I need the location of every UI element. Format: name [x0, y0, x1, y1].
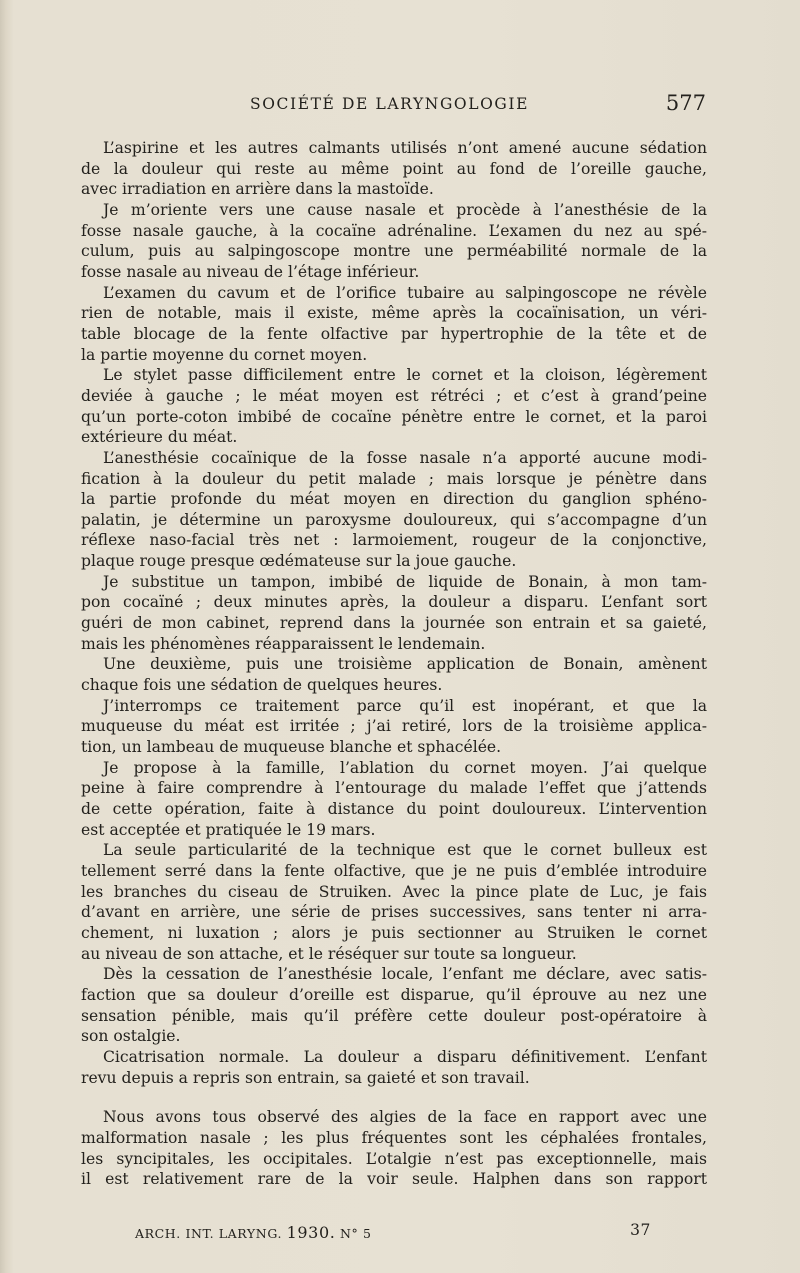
- paragraph: [81, 696, 707, 758]
- text-line: la partie profonde du méat moyen en direction du ganglion sphéno-: [81, 490, 707, 509]
- text-line: fosse nasale au niveau de l’étage inférieur.: [81, 262, 420, 281]
- paragraph: [81, 964, 707, 1047]
- text-line: au niveau de son attache, et le réséquer sur toute sa longueur.: [81, 944, 577, 963]
- text-line: malformation nasale ; les plus fréquentes sont les céphalées frontales,: [81, 1128, 707, 1147]
- text-line: Le stylet passe difficilement entre le cornet et la cloison, légèrement: [103, 366, 707, 385]
- text-line: table blocage de la fente olfactive par hypertrophie de la tête et de: [81, 324, 707, 343]
- text-line: fosse nasale gauche, à la cocaïne adrénaline. L’examen du nez au spé-: [81, 221, 707, 240]
- signature-mark: 37: [630, 1221, 651, 1239]
- text-line: deviée à gauche ; le méat moyen est rétréci ; et c’est à grand’peine: [81, 386, 707, 405]
- text-line: Je propose à la famille, l’ablation du cornet moyen. J’ai quelque: [103, 758, 707, 777]
- paragraph: [81, 1047, 707, 1088]
- text-line: guéri de mon cabinet, reprend dans la journée son entrain et sa gaieté,: [81, 614, 707, 633]
- text-line: L’aspirine et les autres calmants utilisés n’ont amené aucune sédation: [103, 139, 707, 157]
- text-line: rien de notable, mais il existe, même après la cocaïnisation, un véri-: [81, 304, 707, 323]
- journal-issue: N° 5: [340, 1226, 372, 1241]
- text-line: réflexe naso-facial très net : larmoiement, rougeur de la conjonctive,: [81, 531, 707, 550]
- text-line: faction que sa douleur d’oreille est disparue, qu’il éprouve au nez une: [81, 985, 707, 1004]
- text-line: avec irradiation en arrière dans la mastoïde.: [81, 180, 434, 199]
- text-line: fication à la douleur du petit malade ; mais lorsque je pénètre dans: [81, 469, 707, 488]
- paragraph: [81, 448, 707, 572]
- paragraph-gap: [81, 1088, 707, 1107]
- text-line: muqueuse du méat est irritée ; j’ai retiré, lors de la troisième applica-: [81, 717, 707, 736]
- text-line: culum, puis au salpingoscope montre une perméabilité normale de la: [81, 242, 707, 261]
- paragraph: [81, 758, 707, 841]
- text-line: Une deuxième, puis une troisième application de Bonain, amènent: [103, 655, 707, 674]
- text-line: L’anesthésie cocaïnique de la fosse nasale n’a apporté aucune modi-: [103, 448, 707, 467]
- text-line: de cette opération, faite à distance du point douloureux. L’intervention: [81, 800, 707, 818]
- text-line: Je m’oriente vers une cause nasale et procède à l’anesthésie de la: [103, 200, 707, 219]
- text-line: Je substitue un tampon, imbibé de liquide de Bonain, à mon tam-: [103, 572, 707, 591]
- page-number: 577: [665, 91, 706, 115]
- text-line: qu’un porte-coton imbibé de cocaïne pénètre entre le cornet, et la paroi: [81, 407, 707, 426]
- text-line: Cicatrisation normale. La douleur a disparu définitivement. L’enfant: [103, 1047, 707, 1066]
- text-line: revu depuis a repris son entrain, sa gaieté et son travail.: [81, 1068, 530, 1087]
- text-line: d’avant en arrière, une série de prises successives, sans tenter ni arra-: [81, 903, 707, 922]
- text-line: plaque rouge presque œdémateuse sur la joue gauche.: [81, 552, 517, 571]
- text-line: sensation pénible, mais qu’il préfère cette douleur post-opératoire à: [81, 1006, 707, 1025]
- text-line: peine à faire comprendre à l’entourage du malade l’effet que j’attends: [81, 779, 707, 798]
- text-line: les branches du ciseau de Struiken. Avec la pince plate de Luc, je fais: [81, 882, 707, 901]
- paragraph: [81, 1107, 707, 1190]
- text-line: est acceptée et pratiquée le 19 mars.: [81, 820, 376, 839]
- text-line: mais les phénomènes réapparaissent le lendemain.: [81, 634, 486, 653]
- text-line: L’examen du cavum et de l’orifice tubaire au salpingoscope ne révèle: [103, 283, 707, 302]
- text-line: chaque fois une sédation de quelques heures.: [81, 676, 443, 695]
- paragraph: [81, 138, 707, 200]
- text-line: la partie moyenne du cornet moyen.: [81, 345, 368, 364]
- running-header: [80, 93, 708, 117]
- paragraph: [81, 365, 707, 448]
- text-line: chement, ni luxation ; alors je puis sectionner au Struiken le cornet: [81, 923, 707, 942]
- paragraph: [81, 572, 707, 655]
- page-footer: [135, 1221, 651, 1243]
- text-line: tion, un lambeau de muqueuse blanche et sphacélée.: [81, 738, 502, 757]
- paragraph: [81, 200, 707, 283]
- text-line: palatin, je détermine un paroxysme douloureux, qui s’accompagne d’un: [81, 510, 707, 529]
- text-line: J’interromps ce traitement parce qu’il est inopérant, et que la: [103, 696, 707, 715]
- text-line: il est relativement rare de la voir seule. Halphen dans son rapport: [81, 1170, 707, 1189]
- text-line: son ostalgie.: [81, 1027, 181, 1046]
- text-line: La seule particularité de la technique est que le cornet bulleux est: [103, 841, 707, 860]
- text-line: tellement serré dans la fente olfactive, que je ne puis d’emblée introduire: [81, 861, 707, 880]
- text-line: de la douleur qui reste au même point au fond de l’oreille gauche,: [81, 159, 707, 178]
- text-line: Dès la cessation de l’anesthésie locale, l’enfant me déclare, avec satis-: [103, 965, 707, 984]
- paragraph: [81, 654, 707, 695]
- text-line: pon cocaïné ; deux minutes après, la douleur a disparu. L’enfant sort: [81, 593, 707, 612]
- journal-name: ARCH. INT. LARYNG.: [135, 1226, 283, 1241]
- article-body: [81, 138, 707, 1190]
- text-line: Nous avons tous observé des algies de la face en rapport avec une: [103, 1108, 707, 1127]
- text-line: les syncipitales, les occipitales. L’otalgie n’est pas exceptionnelle, mais: [81, 1149, 707, 1168]
- paragraph: [81, 283, 707, 366]
- running-title: SOCIÉTÉ DE LARYNGOLOGIE: [250, 95, 530, 113]
- paragraph: [81, 840, 707, 964]
- text-line: extérieure du méat.: [81, 428, 238, 447]
- journal-citation: [135, 1223, 372, 1242]
- journal-year: 1930.: [286, 1223, 336, 1242]
